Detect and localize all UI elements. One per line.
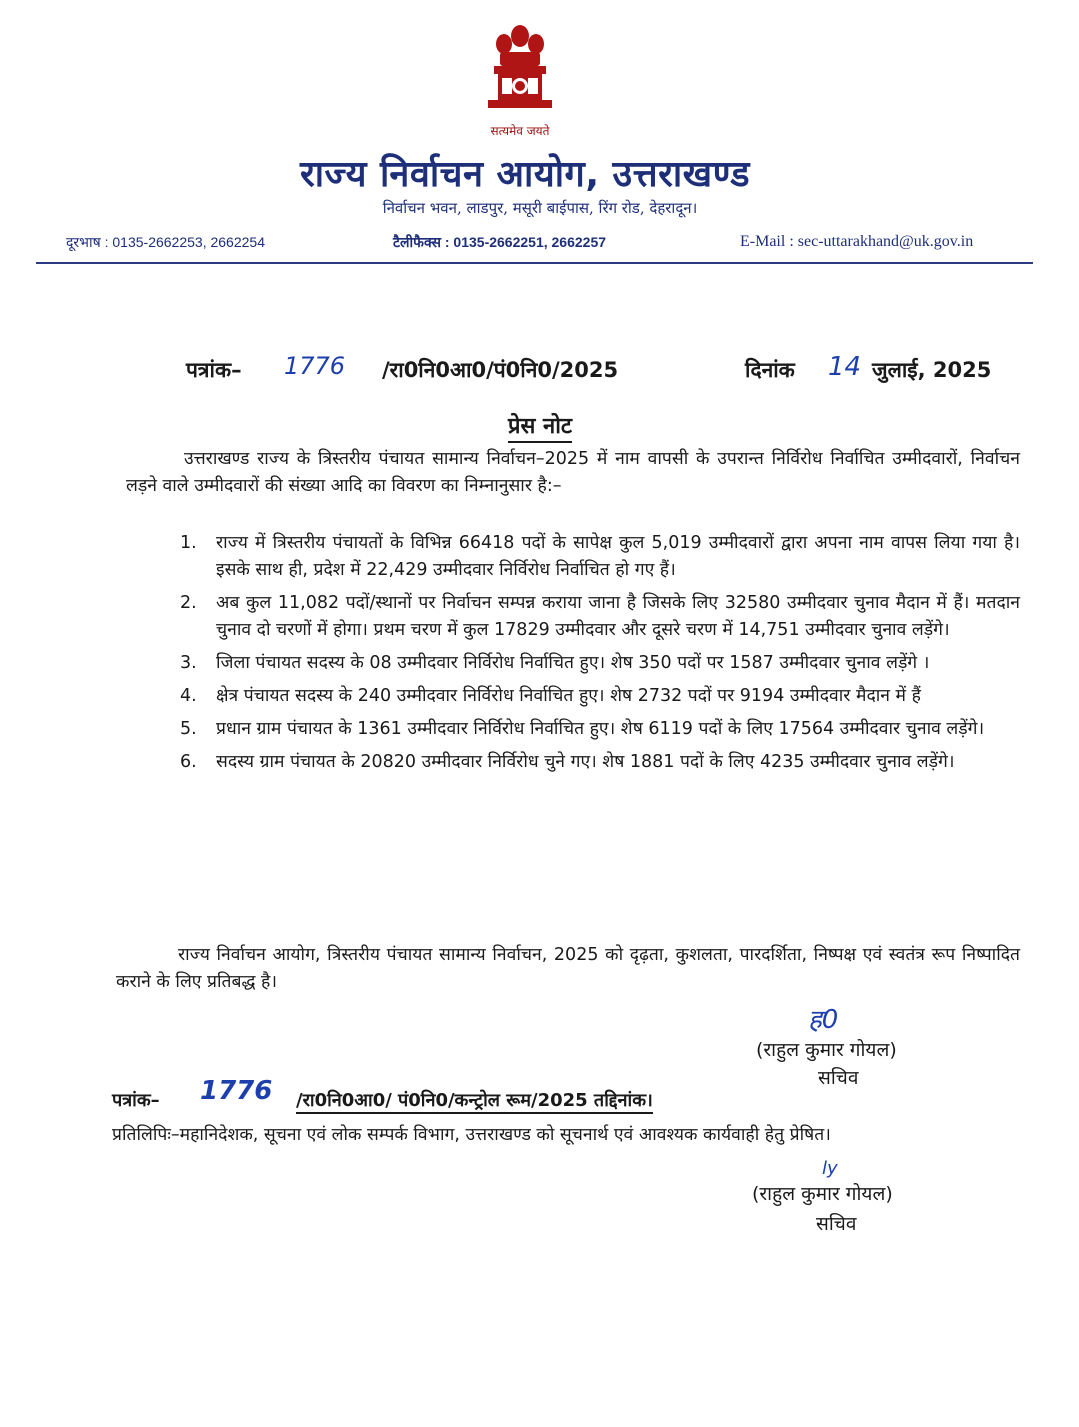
fax-number: टैलीफैक्स : 0135-2662251, 2662257 [393, 234, 607, 250]
signatory-name: (राहुल कुमार गोयल) [756, 1039, 897, 1061]
list-item-number: 5. [180, 719, 197, 739]
list-item-number: 6. [180, 752, 197, 772]
date-day: 14 [828, 352, 862, 382]
list-item-text: क्षेत्र पंचायत सदस्य के 240 उम्मीदवार निर्विरोध निर्वाचित हुए। शेष 2732 पदों पर 9194 उम्मीदवार मैदान में हैं [216, 686, 921, 706]
list-item-text: अब कुल 11,082 पदों/स्थानों पर निर्वाचन सम्पन्न कराया जाना है जिसके लिए 32580 उम्मीदवार चुनाव मैदान में हैं। मतदान चुनाव दो चरणों में होगा। प्रथम चरण में कुल 17829 उम्मीदवार और दूसरे चरण में 14,751 उम्मीदवार चुनाव लड़ेंगे। [216, 593, 1020, 640]
list-item-text: प्रधान ग्राम पंचायत के 1361 उम्मीदवार निर्विरोध निर्वाचित हुए। शेष 6119 पदों के लिए 17564 उम्मीदवार चुनाव लड़ेंगे। [216, 719, 985, 739]
signatory-name: (राहुल कुमार गोयल) [752, 1183, 893, 1205]
phone-number: दूरभाष : 0135-2662253, 2662254 [66, 234, 265, 250]
signatory-designation: सचिव [816, 1213, 857, 1235]
list-item [180, 749, 1020, 776]
motto: सत्यमेव जयते [490, 124, 550, 138]
heading-text: प्रेस नोट [508, 414, 572, 443]
points-list [180, 530, 1020, 782]
organization-title: राज्य निर्वाचन आयोग, उत्तराखण्ड [299, 154, 750, 195]
list-item [180, 590, 1020, 644]
list-item [180, 683, 1020, 710]
list-item-number: 2. [180, 593, 197, 613]
signature-initials: ह0 [808, 1005, 839, 1035]
closing-paragraph: राज्य निर्वाचन आयोग, त्रिस्तरीय पंचायत सामान्य निर्वाचन, 2025 को दृढ़ता, कुशलता, पारदर्शिता, निष्पक्ष एवं स्वतंत्र रूप निष्पादित कराने के लिए प्रतिबद्ध है। [116, 945, 1020, 992]
reference-office-code: /रा0नि0आ0/पं0नि0/2025 [382, 358, 619, 382]
copy-reference-office-code: /रा0नि0आ0/ पं0नि0/कन्ट्रोल रूम/2025 तद्दिनांक। [296, 1088, 653, 1114]
date-label: दिनांक [745, 358, 795, 382]
organization-address: निर्वाचन भवन, लाडपुर, मसूरी बाईपास, रिंग रोड, देहरादून। [382, 199, 698, 217]
document-heading [380, 410, 700, 440]
email-address: E-Mail : sec-uttarakhand@uk.gov.in [740, 233, 974, 250]
copy-reference-number: 1776 [200, 1076, 273, 1106]
date-month-year: जुलाई, 2025 [872, 358, 992, 382]
list-item-number: 1. [180, 533, 197, 553]
signatory-designation: सचिव [818, 1067, 859, 1089]
list-item [180, 530, 1020, 584]
list-item-text: जिला पंचायत सदस्य के 08 उम्मीदवार निर्विरोध निर्वाचित हुए। शेष 350 पदों पर 1587 उम्मीदवार चुनाव लड़ेंगे । [216, 653, 930, 673]
signature-initials: ly [822, 1158, 838, 1179]
list-item [180, 650, 1020, 677]
list-item-text: राज्य में त्रिस्तरीय पंचायतों के विभिन्न 66418 पदों के सापेक्ष कुल 5,019 उम्मीदवारों द्वारा अपना नाम वापस लिया गया है। इसके साथ ही, प्रदेश में 22,429 उम्मीदवार निर्विरोध निर्वाचित हो गए हैं। [216, 533, 1020, 580]
list-item-text: सदस्य ग्राम पंचायत के 20820 उम्मीदवार निर्विरोध चुने गए। शेष 1881 पदों के लिए 4235 उम्मीदवार चुनाव लड़ेंगे। [216, 752, 955, 772]
list-item-number: 3. [180, 653, 197, 673]
copy-forward-text: प्रतिलिपिः–महानिदेशक, सूचना एवं लोक सम्पर्क विभाग, उत्तराखण्ड को सूचनार्थ एवं आवश्यक कार्यवाही हेतु प्रेषित। [112, 1125, 831, 1145]
reference-label: पत्रांक– [186, 358, 242, 382]
copy-reference-label: पत्रांक– [112, 1090, 160, 1111]
letterhead-divider [36, 262, 1033, 264]
list-item [180, 716, 1020, 743]
reference-number: 1776 [284, 352, 346, 380]
list-item-number: 4. [180, 686, 197, 706]
ashoka-emblem-icon [478, 22, 562, 118]
intro-paragraph: उत्तराखण्ड राज्य के त्रिस्तरीय पंचायत सामान्य निर्वाचन–2025 में नाम वापसी के उपरान्त निर्विरोध निर्वाचित उम्मीदवारों, निर्वाचन लड़ने वाले उम्मीदवारों की संख्या आदि का विवरण का निम्नानुसार है:– [126, 449, 1020, 496]
